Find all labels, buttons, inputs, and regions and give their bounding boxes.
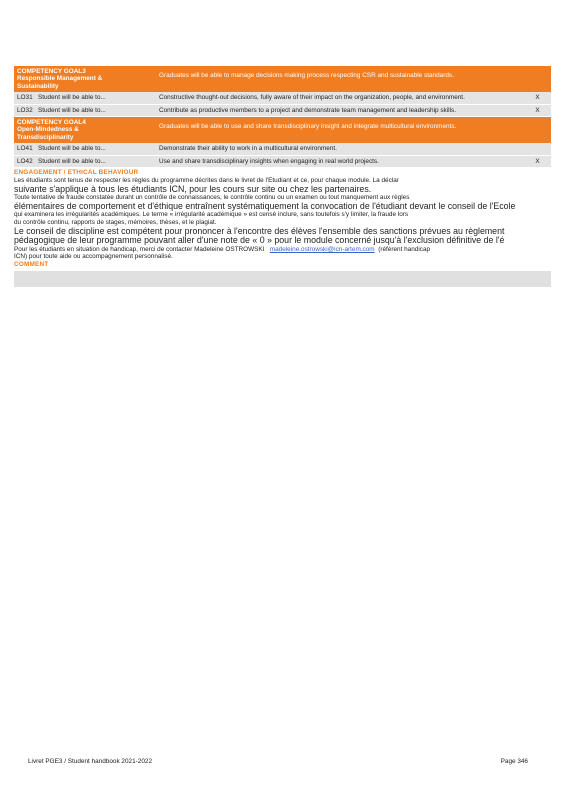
- learning-objective-row: [14, 92, 551, 104]
- competency-goal-3-mark: [524, 66, 551, 92]
- lo-subject: Student will be able to...: [37, 106, 106, 114]
- lo-mark: X: [535, 157, 540, 165]
- competency-goal-3-heading: [14, 66, 156, 92]
- learning-objective-row: [14, 143, 551, 155]
- comment-box: [14, 271, 551, 287]
- learning-objective-label: [14, 156, 156, 167]
- learning-objective-row: [14, 156, 551, 168]
- footer-handbook-title: Livret PGE3 / Student handbook 2021-2022: [28, 758, 152, 765]
- engagement-line: élémentaires de comportement et d'éthique entraînent systématiquement la convocation de l'étudiant devant le conseil de l'Ecole: [14, 201, 516, 211]
- competency-goal-4-line3: Transdisciplinarity: [17, 133, 74, 141]
- lo-text: Contribute as productive members to a project and demonstrate team management and leadership skills.: [159, 106, 456, 114]
- competency-goal-3-row: [14, 66, 551, 92]
- engagement-line: du contrôle continu, rapports de stages, mémoires, thèses, et le plagiat.: [14, 219, 217, 227]
- lo-code: LO32: [17, 106, 33, 114]
- lo-text: Constructive thought-out decisions, fully aware of their impact on the organization, people, and environment.: [159, 94, 465, 102]
- competency-goal-4-row: [14, 117, 551, 143]
- learning-objective-label: [14, 143, 156, 154]
- competency-goal-4-heading: [14, 117, 156, 143]
- lo-subject: Student will be able to...: [37, 157, 106, 165]
- competency-goal-3-line3: Sustainability: [17, 82, 59, 90]
- lo-subject: Student will be able to...: [37, 145, 106, 153]
- lo-code: LO42: [17, 157, 33, 165]
- comment-title: COMMENT: [14, 261, 49, 268]
- page-footer: [28, 758, 528, 765]
- lo-mark: X: [535, 106, 540, 114]
- competency-goal-4-line1: COMPETENCY GOAL4: [17, 119, 86, 127]
- lo-text: Use and share transdisciplinary insights when engaging in real world projects.: [159, 157, 379, 165]
- lo-text: Demonstrate their ability to work in a multicultural environment.: [159, 145, 337, 153]
- engagement-line: Toute tentative de fraude constatée durant un contrôle de connaissances, le contrôle continu ou un examen ou tout manquement aux règles: [14, 194, 410, 202]
- engagement-line: [14, 246, 551, 254]
- lo-code: LO41: [17, 145, 33, 153]
- handicap-text-after: (référent handicap: [378, 245, 431, 253]
- engagement-line: pédagogique de leur programme pouvant aller d'une note de « 0 » pour le module concerné jusqu'à l'exclusion définitive de l'é: [14, 236, 505, 246]
- footer-page-number: Page 346: [500, 758, 528, 765]
- learning-objective-label: [14, 92, 156, 103]
- handicap-contact-link[interactable]: madeleine.ostrowski@icn-artem.com: [269, 245, 375, 253]
- lo-mark: [524, 143, 551, 154]
- competency-goal-3-description: Graduates will be able to manage decisions making process respecting CSR and sustainable standards.: [159, 72, 454, 79]
- lo-mark: X: [535, 94, 540, 102]
- engagement-line: qui examinera les irrégularités académiques. Le terme « irrégularité académique » est censé inclure, sans toutefois s'y limiter, la fraude lors: [14, 211, 409, 219]
- competency-goal-4-line2: Open-Mindedness &: [17, 126, 79, 134]
- competency-goal-4-description: Graduates will be able to use and share transdisciplinary insight and integrate multicultural environments.: [159, 123, 457, 131]
- lo-subject: Student will be able to...: [37, 94, 106, 102]
- engagement-title: ENGAGEMENT / ETHICAL BEHAVIOUR: [14, 169, 139, 177]
- engagement-line: ICN) pour toute aide ou accompagnement personnalisé.: [14, 253, 173, 261]
- competency-goal-4-mark: [524, 117, 551, 143]
- syllabus-page: [14, 66, 551, 287]
- handicap-text: Pour les étudiants en situation de handicap, merci de contacter Madeleine OSTROWSKI: [14, 245, 265, 253]
- engagement-line: suivante s'applique à tous les étudiants ICN, pour les cours sur site ou chez les partenaires.: [14, 184, 372, 194]
- lo-code: LO31: [17, 94, 33, 102]
- learning-objective-label: [14, 105, 156, 116]
- engagement-line: Les étudiants sont tenus de respecter les règles du programme décrites dans le livret de l'Etudiant et ce, pour chaque module. La déclar: [14, 177, 399, 185]
- learning-objective-row: [14, 105, 551, 117]
- competency-goal-3-line1: COMPETENCY GOAL3: [17, 68, 86, 75]
- engagement-line: Le conseil de discipline est compétent pour prononcer à l'encontre des élèves l'ensemble des sanctions prévues au règlement: [14, 226, 505, 236]
- competency-goal-3-line2: Responsible Management &: [17, 75, 103, 83]
